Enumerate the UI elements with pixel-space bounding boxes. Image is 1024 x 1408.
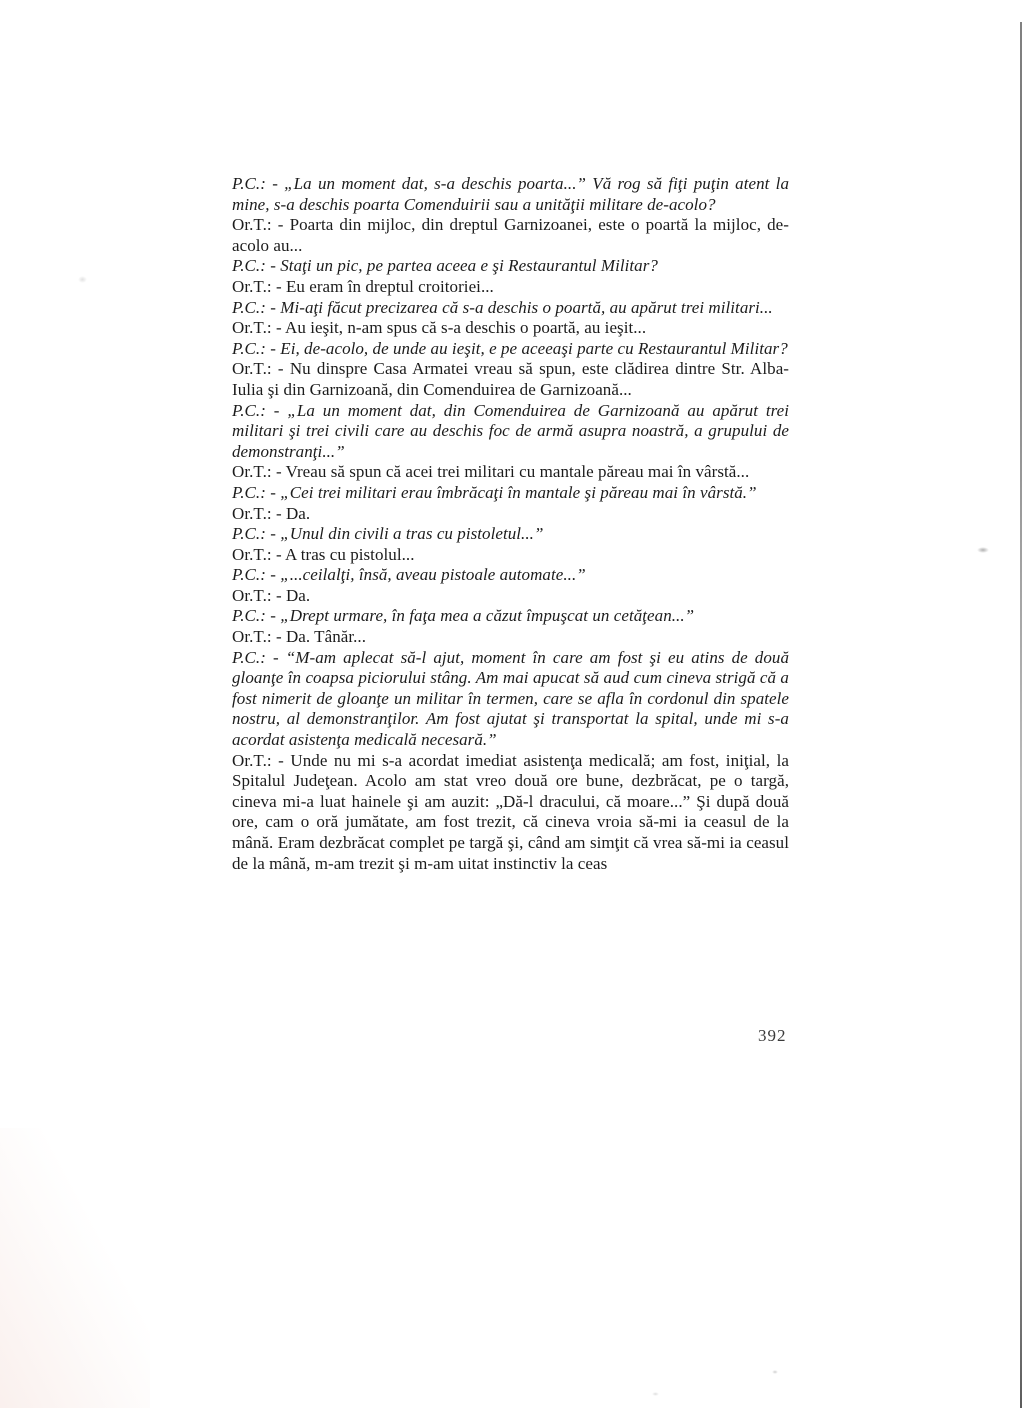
scan-smudge — [977, 547, 989, 553]
scan-smudge — [772, 1370, 778, 1374]
dialogue-turn: Or.T.: - Poarta din mijloc, din dreptul Garnizoanei, este o poartă la mijloc, de-acolo au... — [232, 215, 789, 255]
dialogue-turn: Or.T.: - Au ieşit, n-am spus că s-a deschis o poartă, au ieşit... — [232, 318, 647, 338]
dialogue-turn: Or.T.: - A tras cu pistolul... — [232, 544, 415, 564]
dialogue-turn: Or.T.: - Nu dinspre Casa Armatei vreau să spun, este clădirea dintre Str. Alba-Iulia şi din Garnizoană, din Comenduirea de Garnizoană... — [232, 359, 789, 399]
scan-corner-tint — [0, 1128, 150, 1408]
dialogue-turn: P.C.: - „Cei trei militari erau îmbrăcaţi în mantale şi păreau mai în vârstă.” — [232, 482, 757, 502]
dialogue-turn: P.C.: - Staţi un pic, pe partea aceea e şi Restaurantul Militar? — [232, 256, 658, 276]
dialogue-text-block — [232, 174, 789, 874]
dialogue-turn: Or.T.: - Unde nu mi s-a acordat imediat asistenţa medicală; am fost, iniţial, la Spitalul Judeţean. Acolo am stat vreo două ore bune, dezbrăcat, pe o targă, cineva mi-a luat hainele şi am auzit: „Dă-l dracului, că moare...” Şi după două ore, cam o oră jumătate, am fost trezit, că cineva vroia să-mi ia ceasul de la mână. Eram dezbrăcat complet pe targă şi, când am simţit că vrea să-mi ia ceasul de la mână, m-am trezit şi m-am uitat instinctiv la ceas — [232, 750, 789, 873]
scanner-edge-line — [1020, 22, 1022, 1408]
dialogue-turn: P.C.: - Ei, de-acolo, de unde au ieşit, e pe aceeaşi parte cu Restaurantul Militar? — [232, 338, 788, 358]
dialogue-turn: P.C.: - „La un moment dat, din Comenduirea de Garnizoană au apărut trei militari şi trei civili care au deschis foc de armă asupra noastră, a grupului de demonstranţi...” — [232, 400, 789, 461]
dialogue-turn: P.C.: - Mi-aţi făcut precizarea că s-a deschis o poartă, au apărut trei militari... — [232, 297, 773, 317]
dialogue-turn: Or.T.: - Eu eram în dreptul croitoriei... — [232, 276, 494, 296]
dialogue-turn: Or.T.: - Da. — [232, 585, 311, 605]
dialogue-turn: P.C.: - „Unul din civili a tras cu pistoletul...” — [232, 524, 544, 544]
dialogue-turn: P.C.: - „Drept urmare, în faţa mea a căzut împuşcat un cetăţean...” — [232, 606, 695, 626]
page-number: 392 — [758, 1026, 787, 1045]
dialogue-turn: P.C.: - “M-am aplecat să-l ajut, moment în care am fost şi eu atins de două gloanţe în coapsa piciorului stâng. Am mai apucat să aud cum cineva strigă că a fost nimerit de gloanţe un militar în termen, care se afla în cordonul din spatele nostru, al demonstranţilor. Am fost ajutat şi transportat la spital, unde mi s-a acordat asistenţa medicală necesară.” — [232, 647, 789, 750]
scan-smudge — [78, 276, 87, 283]
dialogue-turn: Or.T.: - Da. — [232, 503, 311, 523]
dialogue-turn: P.C.: - „...ceilalţi, însă, aveau pistoale automate...” — [232, 565, 586, 585]
dialogue-turn: P.C.: - „La un moment dat, s-a deschis poarta...” Vă rog să fiţi puţin atent la mine, s-a deschis poarta Comenduirii sau a unităţii militare de-acolo? — [232, 174, 789, 214]
dialogue-turn: Or.T.: - Da. Tânăr... — [232, 627, 367, 647]
scan-smudge — [652, 1392, 659, 1396]
dialogue-turn: Or.T.: - Vreau să spun că acei trei militari cu mantale păreau mai în vârstă... — [232, 462, 750, 482]
